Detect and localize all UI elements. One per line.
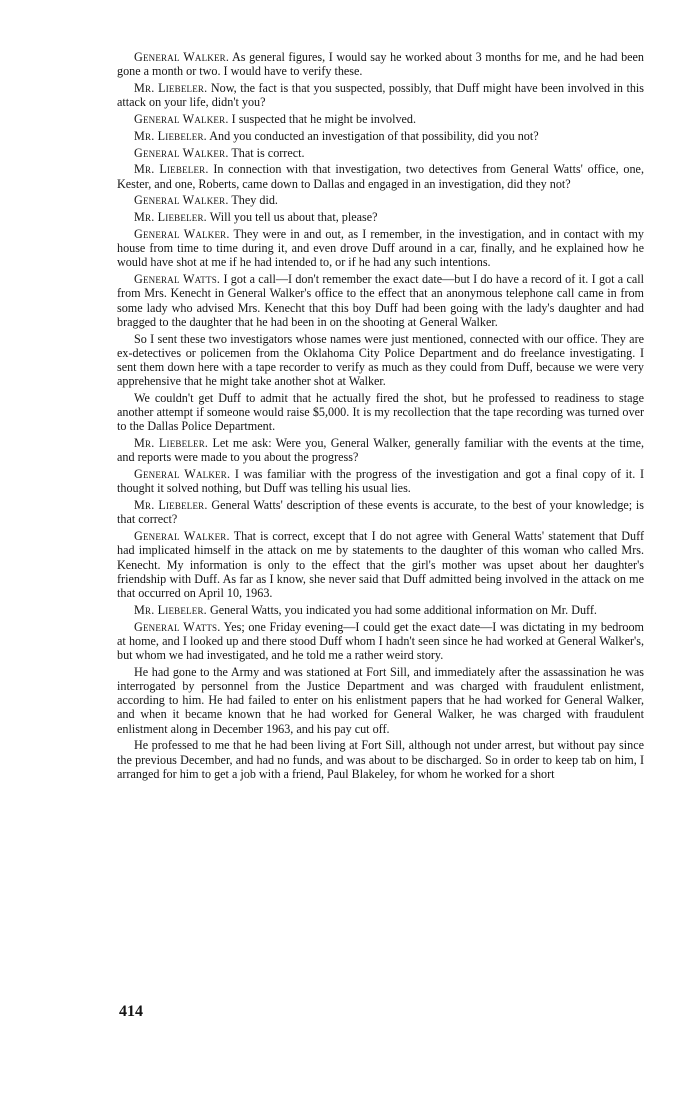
speaker-label: General Watts. [134,619,221,634]
paragraph-text: Will you tell us about that, please? [206,210,378,225]
testimony-paragraph [117,272,644,329]
testimony-paragraph [117,603,644,617]
speaker-label: Mr. Liebeler. [134,436,209,451]
paragraph-text: In connection with that investigation, two detectives from General Watts' office, one, Kester, and one, Roberts, came down to Dallas and engaged in an investigation, did they not? [117,162,644,191]
speaker-label: General Walker. [134,193,229,208]
testimony-paragraph [117,620,644,663]
speaker-label: Mr. Liebeler. [134,602,207,617]
testimony-paragraph [117,146,644,160]
testimony-paragraph [117,467,644,495]
speaker-label: Mr. Liebeler. [134,210,207,225]
speaker-label: General Walker. [134,112,229,126]
paragraph-text: They did. [228,193,278,208]
speaker-label: General Walker. [134,145,229,160]
testimony-paragraph [117,738,644,781]
testimony-paragraph [117,193,644,207]
speaker-label: General Walker. [134,529,230,544]
testimony-paragraph [117,665,644,736]
testimony-paragraph [117,332,644,389]
paragraph-text: That is correct. [228,145,305,160]
speaker-label: Mr. Liebeler. [134,81,208,95]
paragraph-text: And you conducted an investigation of that possibility, did you not? [206,128,539,143]
speaker-label: General Walker. [134,50,230,64]
testimony-text [117,50,644,784]
testimony-paragraph [117,129,644,143]
paragraph-text: I suspected that he might be involved. [228,112,417,126]
paragraph-text: I was familiar with the progress of the investigation and got a final copy of it. I thought it solved nothing, but Duff was telling his usual lies. [117,467,644,496]
paragraph-text: Now, the fact is that you suspected, possibly, that Duff might have been involved in this attack on your life, didn't you? [117,81,644,110]
paragraph-text: That is correct, except that I do not agree with General Watts' statement that Duff had implicated himself in the attack on me by statements to the daughter of this woman who called Mrs. Kenecht. My information is only to the effect that the girl's mother was upset about her daughter's friendship with Duff. As far as I know, she never said that Duff admitted being involved in the attack on me that occurred on April 10, 1963. [117,529,644,601]
paragraph-text: Let me ask: Were you, General Walker, generally familiar with the events at the time, and reports were made to you about the progress? [117,436,645,465]
testimony-paragraph [117,81,644,109]
testimony-paragraph [117,498,644,526]
paragraph-text: They were in and out, as I remember, in the investigation, and in contact with my house from time to time during it, and even drove Duff around in a car, finally, and he explained how he would have shot at me if he had intended to, or if he had any such intentions. [117,226,644,270]
testimony-paragraph [117,112,644,126]
testimony-paragraph [117,162,644,190]
speaker-label: Mr. Liebeler. [134,162,209,177]
paragraph-text: I got a call—I don't remember the exact date—but I do have a record of it. I got a call from Mrs. Kenecht in General Walker's office to the effect that an anonymous telephone call came in from some lady who advised Mrs. Kenecht that this boy Duff had been going with the lady's daughter and had bragged to the daughter that he had been in on the shooting at General Walker. [117,272,645,329]
testimony-paragraph [117,529,644,600]
testimony-paragraph [117,210,644,224]
paragraph-text: So I sent these two investigators whose names were just mentioned, connected with our office. They are ex-detectives or policemen from the Oklahoma City Police Department and do freelance investigating. I sent them down here with a tape recorder to verify as much as they could from Duff, because we were very apprehensive that he might take another shot at Walker. [117,331,644,389]
testimony-paragraph [117,436,644,464]
testimony-paragraph [117,227,644,270]
speaker-label: General Walker. [134,226,230,241]
paragraph-text: As general figures, I would say he worked about 3 months for me, and he had been gone a month or two. I would have to verify these. [117,50,644,79]
paragraph-text: He had gone to the Army and was stationed at Fort Sill, and immediately after the assassination he was interrogated by personnel from the Justice Department and was charged with fraudulent enlistment, according to him. He had failed to enter on his enlistment papers that he had worked for General Walker, and when it became known that he had worked for General Walker, he was charged with fraudulent enlistment along in December 1963, and his pay cut off. [117,664,644,736]
testimony-paragraph [117,391,644,434]
paragraph-text: General Watts, you indicated you had some additional information on Mr. Duff. [206,602,597,617]
paragraph-text: General Watts' description of these events is accurate, to the best of your knowledge; is that correct? [117,498,644,527]
speaker-label: General Walker. [134,467,231,482]
testimony-paragraph [117,50,644,78]
speaker-label: Mr. Liebeler. [134,128,207,143]
paragraph-text: We couldn't get Duff to admit that he actually fired the shot, but he professed to readiness to stage another attempt if someone would raise $5,000. It is my recollection that the tape recording was turned over to the Dallas Police Department. [117,391,644,434]
speaker-label: General Watts. [134,272,221,287]
paragraph-text: He professed to me that he had been living at Fort Sill, although not under arrest, but without pay since the previous December, and had no funds, and was about to be discharged. So in order to keep tab on him, I arranged for him to get a job with a friend, Paul Blakeley, for whom he worked for a short [117,738,644,781]
page-number: 414 [119,1003,143,1020]
speaker-label: Mr. Liebeler. [134,498,208,513]
paragraph-text: Yes; one Friday evening—I could get the exact date—I was dictating in my bedroom at home, and I looked up and there stood Duff whom I hadn't seen since he had worked at General Walker's, but whom we had investigated, and he told me a rather weird story. [117,619,645,663]
